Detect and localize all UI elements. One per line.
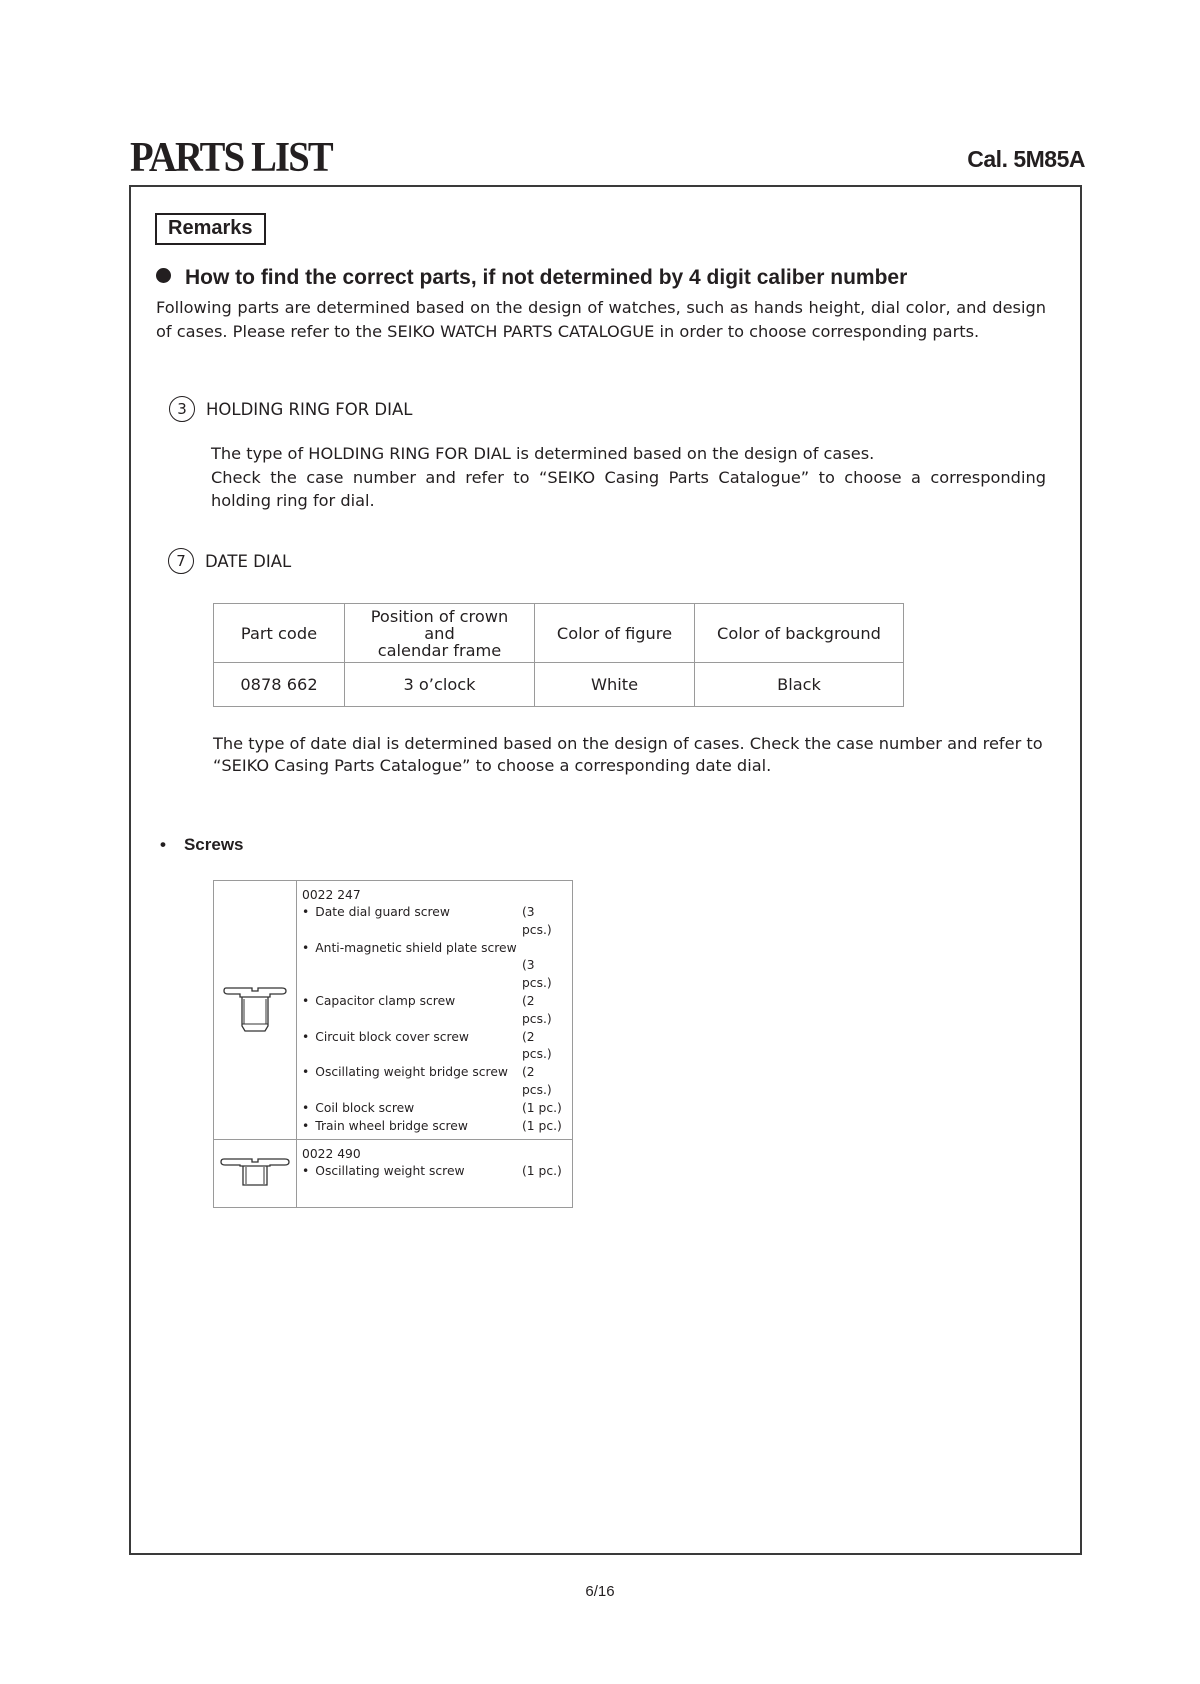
section-3-line2: Check the case number and refer to “SEIKO Casing Parts Catalogue” to choose a corresponding holding ring for dial.: [211, 467, 1046, 510]
screw-details-cell: [297, 1140, 573, 1208]
screw-image-cell: [214, 881, 297, 1140]
screws-label: Screws: [183, 835, 244, 854]
header-position-line2: and: [424, 623, 455, 643]
screw-group-row: [214, 1140, 573, 1208]
section-3-paragraph: [211, 442, 1046, 513]
header-position: [345, 604, 535, 663]
screw-item-qty-row: [302, 957, 566, 993]
remarks-label: Remarks: [155, 213, 266, 245]
heading-text: How to find the correct parts, if not determined by 4 digit caliber number: [185, 266, 908, 289]
page-title: PARTS LIST: [130, 135, 332, 181]
screw-part-code: 0022 490: [302, 1147, 361, 1162]
header-color-figure: Color of figure: [535, 604, 695, 663]
cell-color-background: Black: [695, 663, 904, 707]
section-title: DATE DIAL: [205, 551, 292, 571]
intro-paragraph: Following parts are determined based on the design of watches, such as hands height, dial color, and design of cases. Please refer to the SEIKO WATCH PARTS CATALOGUE in order to choose corresponding parts.: [156, 298, 1046, 341]
screw-qty: (1 pc.): [522, 1100, 562, 1115]
section-title: HOLDING RING FOR DIAL: [206, 399, 413, 419]
screw-qty: (3 pcs.): [522, 958, 552, 991]
screw-name: • Oscillating weight screw: [302, 1163, 465, 1181]
screw-qty: (3 pcs.): [522, 905, 552, 937]
screw-item: [302, 940, 566, 958]
screw-item: [302, 1100, 566, 1118]
screw-qty: (2 pcs.): [522, 1065, 552, 1097]
screw-group-row: [214, 881, 573, 1140]
screw-item: [302, 1029, 566, 1065]
content-frame: [129, 185, 1082, 1555]
screw-qty: (2 pcs.): [522, 993, 552, 1026]
screw-qty: (2 pcs.): [522, 1029, 552, 1062]
section-7-title: [168, 548, 291, 574]
table-header-row: [214, 604, 904, 663]
bullet-icon: [156, 268, 171, 283]
screw-name: • Oscillating weight bridge screw: [302, 1064, 508, 1100]
screws-heading: [160, 835, 244, 855]
screw-image-cell: [214, 1140, 297, 1208]
header-color-background: Color of background: [695, 604, 904, 663]
section-3-line1: The type of HOLDING RING FOR DIAL is determined based on the design of cases.: [211, 444, 875, 463]
table-row: [214, 663, 904, 707]
cell-color-figure: White: [535, 663, 695, 707]
screw-name: • Anti-magnetic shield plate screw: [302, 940, 517, 958]
header-position-line1: Position of crown: [370, 606, 509, 626]
circled-number-icon: 3: [169, 396, 195, 422]
cell-part-code: 0878 662: [214, 663, 345, 707]
header-position-line3: calendar frame: [377, 640, 502, 660]
screw-part-code: 0022 247: [302, 888, 361, 902]
screw-item: [302, 993, 566, 1029]
screw-details-cell: [297, 881, 573, 1140]
screw-item: [302, 904, 566, 940]
screw-name: • Circuit block cover screw: [302, 1029, 469, 1065]
screw-item: [302, 1163, 566, 1181]
section-heading: [156, 266, 907, 290]
screw-item: [302, 1064, 566, 1100]
screw-name: • Coil block screw: [302, 1100, 414, 1118]
screw-0022247-icon: [220, 974, 290, 1044]
screw-qty: (1 pc.): [522, 1118, 562, 1133]
screw-qty: (1 pc.): [522, 1164, 562, 1179]
date-dial-table: [213, 603, 904, 707]
screw-0022490-icon: [218, 1147, 292, 1197]
page-number: 6/16: [585, 1583, 615, 1600]
cell-position: 3 o’clock: [345, 663, 535, 707]
section-3-title: [169, 396, 412, 422]
screw-name: • Train wheel bridge screw: [302, 1118, 468, 1136]
screws-table: [213, 880, 573, 1208]
caliber-label: Cal. 5M85A: [967, 146, 1085, 172]
screw-name: • Capacitor clamp screw: [302, 993, 455, 1029]
header-part-code: Part code: [214, 604, 345, 663]
screw-name: • Date dial guard screw: [302, 904, 450, 940]
section-7-paragraph: The type of date dial is determined based on the design of cases. Check the case number and refer to “SEIKO Casing Parts Catalogue” to choose a corresponding date dial.: [213, 734, 1043, 775]
screw-item: [302, 1118, 566, 1136]
bullet-icon: •: [160, 835, 166, 854]
circled-number-icon: 7: [168, 548, 194, 574]
